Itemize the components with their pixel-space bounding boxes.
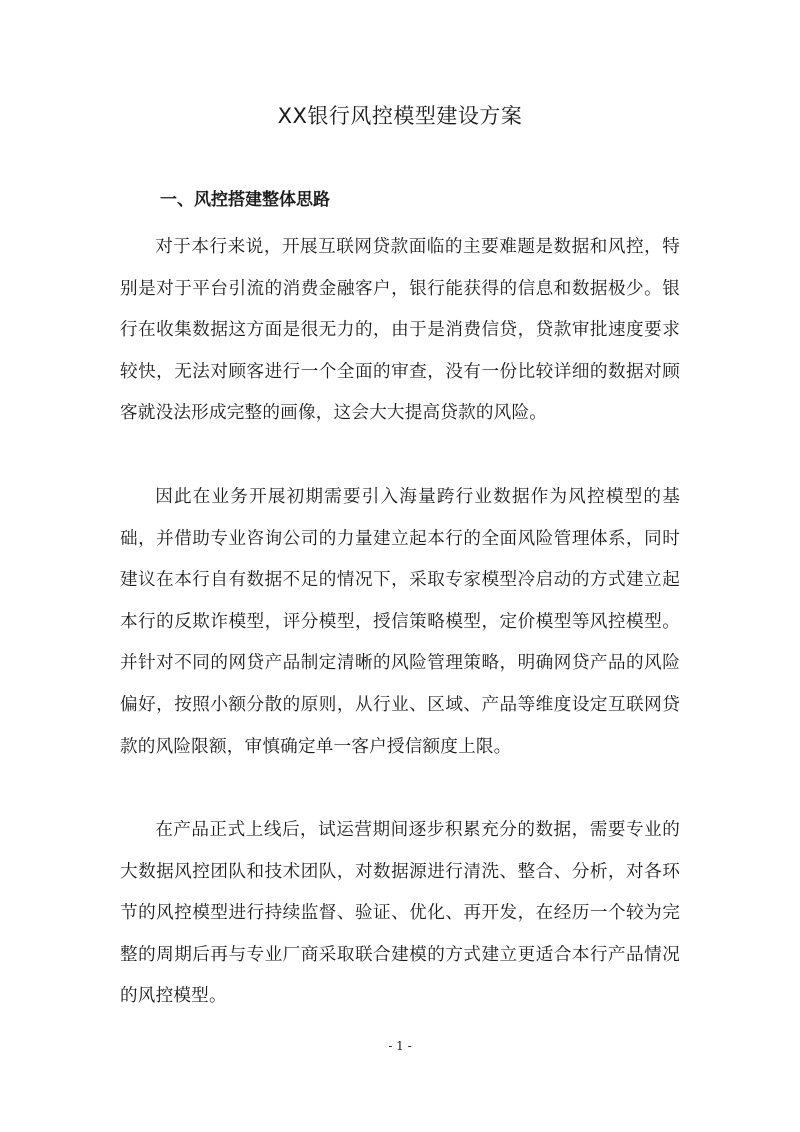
body-paragraph-1: 对于本行来说，开展互联网贷款面临的主要难题是数据和风控，特别是对于平台引流的消费金融客户，银行能获得的信息和数据极少。银行在收集数据这方面是很无力的，由于是消费信贷，贷款审批速度要求较快，无法对顾客进行一个全面的审查，没有一份比较详细的数据对顾客就没法形成完整的画像，这会大大提高贷款的风险。 xyxy=(120,237,680,424)
body-paragraph-3: 在产品正式上线后，试运营期间逐步积累充分的数据，需要专业的大数据风控团队和技术团队，对数据源进行清洗、整合、分析，对各环节的风控模型进行持续监督、验证、优化、再开发，在经历一个较为完整的周期后再与专业厂商采取联合建模的方式建立更适合本行产品情况的风控模型。 xyxy=(120,820,680,1007)
document-title: XX银行风控模型建设方案 xyxy=(277,104,523,128)
section-heading: 一、风控搭建整体思路 xyxy=(160,190,330,210)
page-number: - 1 - xyxy=(388,1039,412,1053)
body-paragraph-2: 因此在业务开展初期需要引入海量跨行业数据作为风控模型的基础，并借助专业咨询公司的力量建立起本行的全面风险管理体系，同时建议在本行自有数据不足的情况下，采取专家模型冷启动的方式建立起本行的反欺诈模型，评分模型，授信策略模型，定价模型等风控模型。并针对不同的网贷产品制定清晰的风险管理策略，明确网贷产品的风险偏好，按照小额分散的原则，从行业、区域、产品等维度设定互联网贷款的风险限额，审慎确定单一客户授信额度上限。 xyxy=(120,487,680,757)
